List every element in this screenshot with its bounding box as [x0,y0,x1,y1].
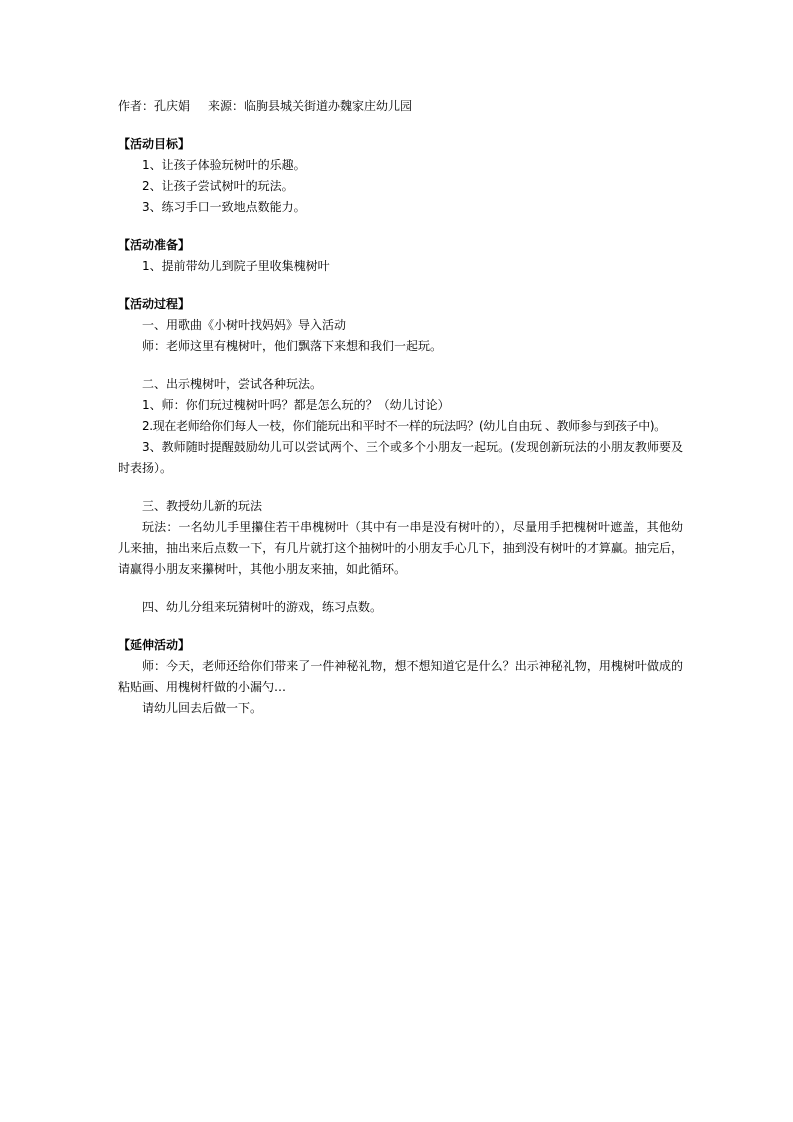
prep-item: 1、提前带幼儿到院子里收集槐树叶 [142,259,330,273]
extension-heading: 【延伸活动】 [118,638,191,652]
extension-closing: 请幼儿回去后做一下。 [142,701,263,715]
document-meta [118,96,683,117]
goal-item: 1、让孩子体验玩树叶的乐趣。 [142,158,306,172]
goals-section [118,134,683,218]
step1-text: 师：老师这里有槐树叶，他们飘落下来想和我们一起玩。 [142,339,443,353]
step4-title: 四、幼儿分组来玩猜树叶的游戏，练习点数。 [142,600,383,614]
extension-section [118,635,683,719]
step2-question-3: 3、教师随时提醒鼓励幼儿可以尝试两个、三个或多个小朋友一起玩。(发现创新玩法的小朋友教师要及时表扬）。 [118,440,683,475]
prep-heading: 【活动准备】 [118,238,191,252]
document-body [118,96,683,736]
process-section [118,294,683,618]
step2-title: 二、出示槐树叶，尝试各种玩法。 [142,377,323,391]
source-text: 来源：临朐县城关街道办魏家庄幼儿园 [208,99,413,113]
goals-heading: 【活动目标】 [118,137,191,151]
goal-item: 3、练习手口一致地点数能力。 [142,200,306,214]
step2-question-1: 1、师：你们玩过槐树叶吗？都是怎么玩的？（幼儿讨论） [142,398,450,412]
step1-title: 一、用歌曲《小树叶找妈妈》导入活动 [142,318,347,332]
goal-item: 2、让孩子尝试树叶的玩法。 [142,179,294,193]
process-heading: 【活动过程】 [118,297,191,311]
step3-text: 玩法：一名幼儿手里攥住若干串槐树叶（其中有一串是没有树叶的），尽量用手把槐树叶遮盖，其他幼儿来抽，抽出来后点数一下，有几片就打这个抽树叶的小朋友手心几下，抽到没有树叶的才算赢。抽完后，请赢得小朋友来攥树叶，其他小朋友来抽，如此循环。 [118,520,683,576]
author-text: 作者：孔庆娟 [118,99,191,113]
step3-title: 三、教授幼儿新的玩法 [142,499,263,513]
extension-text: 师：今天，老师还给你们带来了一件神秘礼物，想不想知道它是什么？出示神秘礼物，用槐树叶做成的粘贴画、用槐树杆做的小漏勺… [118,659,683,694]
step2-question-2: 2.现在老师给你们每人一枝，你们能玩出和平时不一样的玩法吗？(幼儿自由玩 、教师参与到孩子中)。 [142,419,666,433]
prep-section [118,235,683,277]
